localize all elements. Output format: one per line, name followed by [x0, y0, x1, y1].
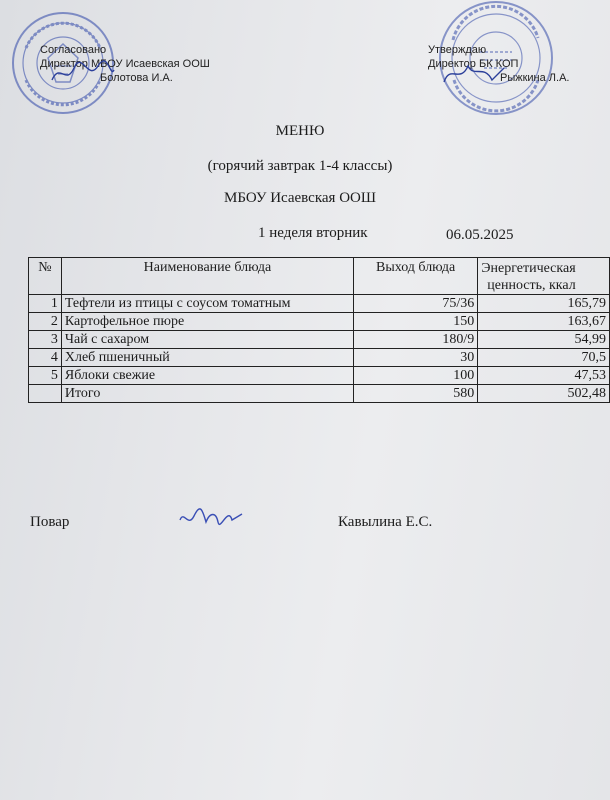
approve-heading: Утверждаю	[428, 44, 487, 56]
header-dish-name: Наименование блюда	[61, 258, 353, 295]
table-total-row	[29, 385, 610, 403]
dish-output: 75/36	[354, 295, 478, 313]
header-number: №	[29, 258, 62, 295]
signature-left-icon	[48, 58, 118, 88]
menu-date: 06.05.2025	[446, 227, 514, 243]
dish-output: 150	[354, 313, 478, 331]
cook-name: Кавылина Е.С.	[338, 514, 433, 530]
header-output: Выход блюда	[354, 258, 478, 295]
cook-signature-icon	[176, 502, 246, 532]
document-title: МЕНЮ	[275, 123, 325, 139]
approve-person: Рыжкина Л.А.	[500, 72, 570, 84]
dish-name: Картофельное пюре	[61, 313, 353, 331]
dish-energy: 165,79	[478, 295, 610, 313]
table-row	[29, 367, 610, 385]
dish-name: Яблоки свежие	[61, 367, 353, 385]
dish-output: 100	[354, 367, 478, 385]
dish-name: Чай с сахаром	[61, 331, 353, 349]
agree-person: Болотова И.А.	[100, 72, 173, 84]
cook-label: Повар	[30, 514, 70, 530]
school-name: МБОУ Исаевская ООШ	[223, 190, 376, 206]
approve-position: Директор БК КОП	[428, 58, 519, 70]
dish-energy: 70,5	[478, 349, 610, 367]
week-day: 1 неделя вторник	[258, 225, 368, 241]
total-label: Итого	[61, 385, 353, 403]
menu-table	[28, 257, 610, 403]
dish-name: Хлеб пшеничный	[61, 349, 353, 367]
dish-name: Тефтели из птицы с соусом томатным	[61, 295, 353, 313]
row-number: 4	[29, 349, 62, 367]
row-number: 1	[29, 295, 62, 313]
table-row	[29, 331, 610, 349]
total-energy: 502,48	[478, 385, 610, 403]
header-energy-line1: Энергетическая	[481, 261, 576, 276]
total-output: 580	[354, 385, 478, 403]
dish-energy: 163,67	[478, 313, 610, 331]
total-number-cell	[29, 385, 62, 403]
table-row	[29, 349, 610, 367]
row-number: 2	[29, 313, 62, 331]
header-energy	[478, 258, 610, 295]
dish-energy: 47,53	[478, 367, 610, 385]
table-row	[29, 313, 610, 331]
agree-position: Директор МБОУ Исаевская ООШ	[40, 58, 210, 70]
row-number: 5	[29, 367, 62, 385]
document-subtitle: (горячий завтрак 1-4 классы)	[207, 158, 393, 174]
dish-output: 180/9	[354, 331, 478, 349]
row-number: 3	[29, 331, 62, 349]
table-row	[29, 295, 610, 313]
signature-right-icon	[440, 58, 510, 88]
dish-output: 30	[354, 349, 478, 367]
table-header-row	[29, 258, 610, 295]
dish-energy: 54,99	[478, 331, 610, 349]
header-energy-line2: ценность, ккал	[487, 278, 576, 293]
agree-heading: Согласовано	[40, 44, 107, 56]
